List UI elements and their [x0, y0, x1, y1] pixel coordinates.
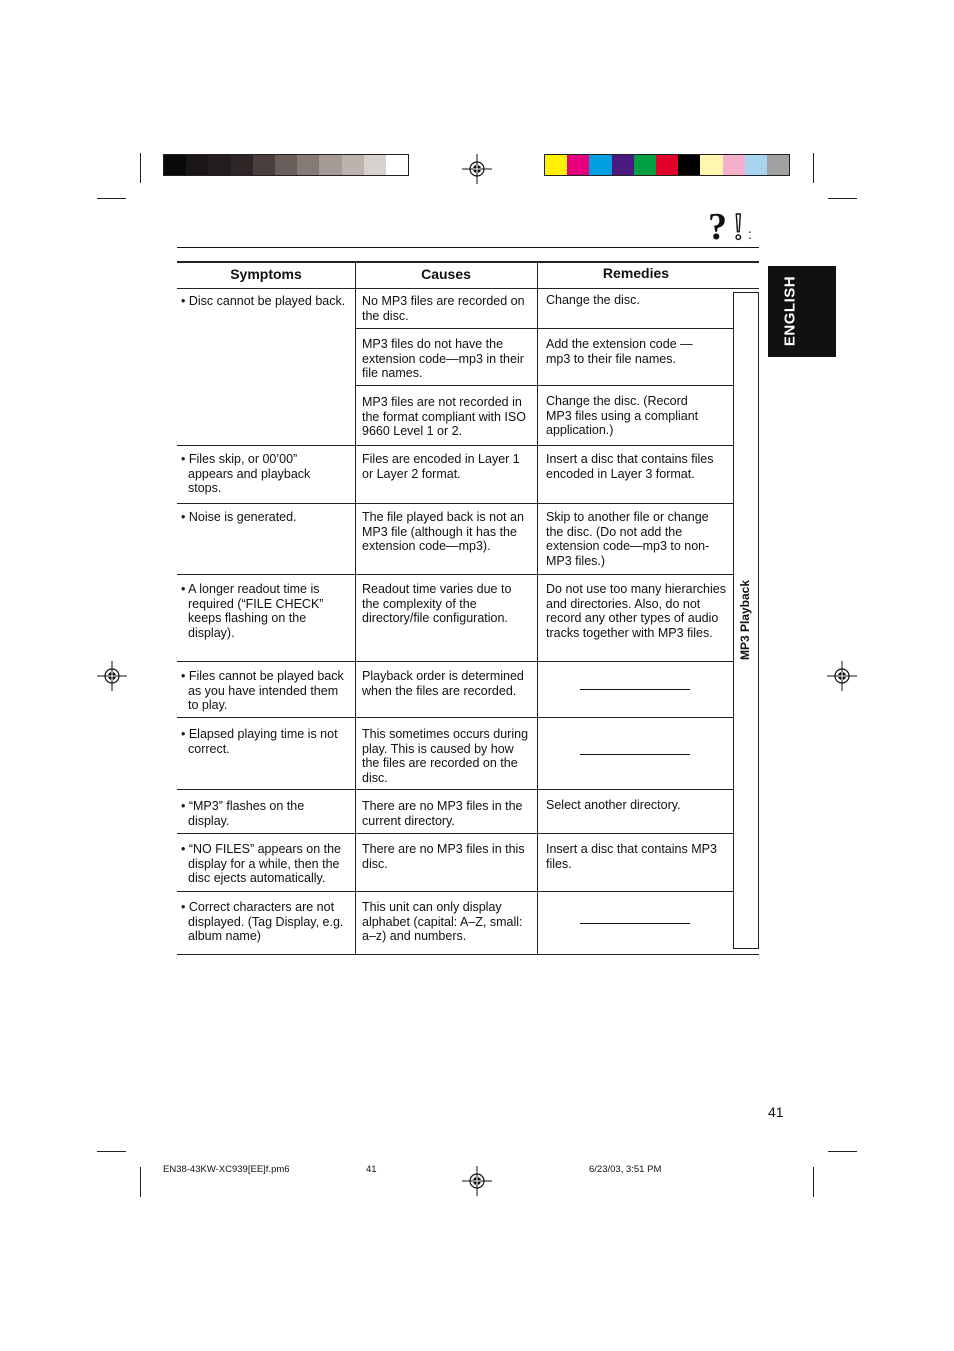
remedy-cell: Skip to another file or change the disc. (Do not add the extension code—mp3 to non-MP3 files.)	[546, 510, 710, 568]
color-swatch	[767, 155, 789, 175]
symptom-cell: • Correct characters are not displayed. (Tag Display, e.g. album name)	[181, 900, 344, 944]
question-exclamation-icon	[708, 206, 760, 244]
column-header-remedies: Remedies	[602, 265, 670, 281]
table-top-border	[177, 261, 759, 263]
color-swatch	[700, 155, 722, 175]
process-color-bar	[544, 154, 790, 176]
page-number: 41	[768, 1104, 784, 1120]
svg-text:!: !	[732, 206, 745, 244]
color-swatch	[364, 155, 386, 175]
header-bottom-border	[177, 288, 759, 289]
crop-mark	[97, 1151, 126, 1152]
row-separator	[177, 891, 733, 892]
crop-mark	[140, 1167, 141, 1197]
column-header-symptoms: Symptoms	[230, 266, 302, 282]
footer-page: 41	[366, 1164, 377, 1175]
remedy-cell: Change the disc. (Record MP3 files using a compliant application.)	[546, 394, 699, 438]
color-swatch	[231, 155, 253, 175]
row-separator	[177, 717, 733, 718]
symptom-cell: • “MP3” flashes on the display.	[181, 799, 305, 828]
crop-mark	[140, 153, 141, 183]
cause-cell: MP3 files do not have the extension code—mp3 in their file names.	[362, 337, 524, 381]
symptom-cell: • “NO FILES” appears on the display for a while, then the disc ejects automatically.	[181, 842, 342, 886]
remedy-cell: Change the disc.	[546, 293, 640, 307]
column-separator	[537, 261, 538, 955]
svg-text::: :	[748, 226, 752, 242]
remedy-cell: Add the extension code —mp3 to their file names.	[546, 337, 693, 366]
crop-mark	[828, 1151, 857, 1152]
remedy-cell: Insert a disc that contains MP3 files.	[546, 842, 717, 871]
cause-cell: There are no MP3 files in this disc.	[362, 842, 525, 871]
row-separator	[177, 574, 733, 575]
color-swatch	[208, 155, 230, 175]
cause-cell: MP3 files are not recorded in the format compliant with ISO 9660 Level 1 or 2.	[362, 395, 526, 439]
color-swatch	[745, 155, 767, 175]
table-bottom-border	[177, 954, 759, 955]
color-swatch	[612, 155, 634, 175]
color-swatch	[275, 155, 297, 175]
row-separator	[177, 503, 733, 504]
crop-mark	[813, 1167, 814, 1197]
no-remedy-dash	[580, 923, 690, 924]
grayscale-color-bar	[163, 154, 409, 176]
color-swatch	[567, 155, 589, 175]
color-swatch	[545, 155, 567, 175]
footer-file-name: EN38-43KW-XC939[EE]f.pm6	[163, 1164, 290, 1175]
cause-cell: This unit can only display alphabet (capital: A–Z, small: a–z) and numbers.	[362, 900, 523, 944]
color-swatch	[342, 155, 364, 175]
remedy-cell: Select another directory.	[546, 798, 681, 812]
row-separator	[355, 328, 733, 329]
color-swatch	[656, 155, 678, 175]
color-swatch	[386, 155, 408, 175]
svg-text:?: ?	[708, 206, 727, 244]
language-tab	[768, 266, 836, 357]
color-swatch	[253, 155, 275, 175]
registration-target-icon	[462, 154, 492, 184]
color-swatch	[723, 155, 745, 175]
cause-cell: Playback order is determined when the files are recorded.	[362, 669, 524, 698]
symptom-cell: • Elapsed playing time is not correct.	[181, 727, 338, 756]
column-header-causes: Causes	[421, 266, 471, 282]
registration-target-icon	[827, 661, 857, 691]
troubleshooting-table	[177, 261, 759, 956]
language-tab-label: ENGLISH	[781, 275, 799, 347]
color-swatch	[319, 155, 341, 175]
section-label: MP3 Playback	[738, 579, 752, 661]
cause-cell: Readout time varies due to the complexity of the directory/file configuration.	[362, 582, 512, 626]
color-swatch	[164, 155, 186, 175]
remedy-cell: Insert a disc that contains files encoded in Layer 3 format.	[546, 452, 714, 481]
cause-cell: There are no MP3 files in the current directory.	[362, 799, 523, 828]
no-remedy-dash	[580, 754, 690, 755]
registration-target-icon	[462, 1166, 492, 1196]
row-separator	[355, 385, 733, 386]
crop-mark	[828, 198, 857, 199]
symptom-cell: • Files skip, or 00’00” appears and playback stops.	[181, 452, 311, 496]
color-swatch	[589, 155, 611, 175]
crop-mark	[813, 153, 814, 183]
cause-cell: The file played back is not an MP3 file (although it has the extension code—mp3).	[362, 510, 524, 554]
cause-cell: This sometimes occurs during play. This is caused by how the files are recorded on the disc.	[362, 727, 529, 785]
no-remedy-dash	[580, 689, 690, 690]
footer-timestamp: 6/23/03, 3:51 PM	[589, 1164, 662, 1175]
color-swatch	[678, 155, 700, 175]
symptom-cell: • Noise is generated.	[181, 510, 297, 524]
crop-mark	[97, 198, 126, 199]
color-swatch	[297, 155, 319, 175]
row-separator	[177, 789, 733, 790]
symptom-cell: • Files cannot be played back as you have intended them to play.	[181, 669, 344, 713]
row-separator	[177, 445, 733, 446]
cause-cell: Files are encoded in Layer 1 or Layer 2 format.	[362, 452, 520, 481]
column-separator	[355, 261, 356, 955]
color-swatch	[634, 155, 656, 175]
remedy-cell: Do not use too many hierarchies and directories. Also, do not record any other types of audio tracks together with MP3 files.	[546, 582, 726, 640]
row-separator	[177, 833, 733, 834]
cause-cell: No MP3 files are recorded on the disc.	[362, 294, 525, 323]
row-separator	[177, 661, 733, 662]
symptom-cell: • Disc cannot be played back.	[181, 294, 346, 308]
symptom-cell: • A longer readout time is required (“FILE CHECK” keeps flashing on the display).	[181, 582, 324, 640]
registration-target-icon	[97, 661, 127, 691]
header-rule	[177, 247, 759, 248]
color-swatch	[186, 155, 208, 175]
